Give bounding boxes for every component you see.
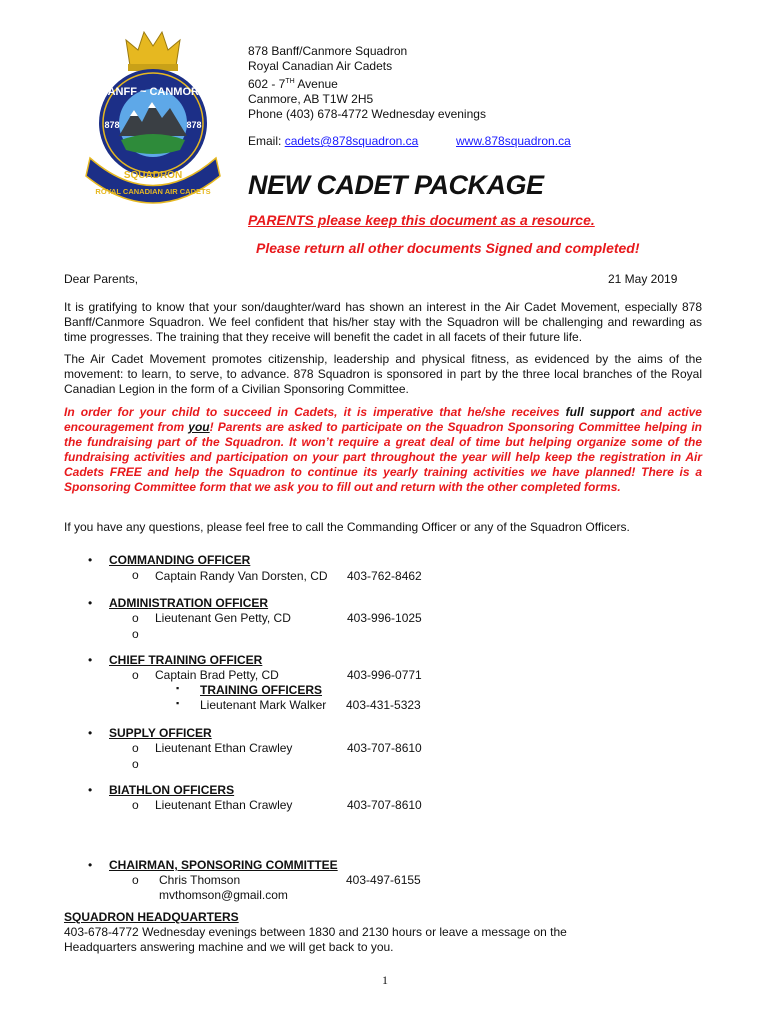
address-line3 xyxy=(248,74,486,92)
squadron-crest-logo xyxy=(78,18,228,218)
chair-phone: 403-497-6155 xyxy=(346,873,421,887)
support-part2: and active encouragement from xyxy=(64,405,702,434)
co-phone: 403-762-8462 xyxy=(347,569,422,583)
paragraph-questions: If you have any questions, please feel free to call the Commanding Officer or any of the Squadron Officers. xyxy=(64,520,630,534)
address-line3-pre: 602 - 7 xyxy=(248,77,286,91)
co-sub-bullet: o xyxy=(132,568,139,582)
bullet-cto: • xyxy=(88,653,93,667)
training-sq-bullet: ▪ xyxy=(176,683,180,693)
page-number: 1 xyxy=(382,973,388,987)
email-label: Email: xyxy=(248,134,285,148)
subtitle-return-documents: Please return all other documents Signed and completed! xyxy=(256,240,640,256)
bullet-chair: • xyxy=(88,858,93,872)
crest-ribbon-line2: ROYAL CANADIAN AIR CADETS xyxy=(95,187,211,196)
address-line5: Phone (403) 678-4772 Wednesday evenings xyxy=(248,107,486,121)
hq-line1: 403-678-4772 Wednesday evenings between 1830 and 2130 hours or leave a message on the xyxy=(64,925,567,939)
letter-date: 21 May 2019 xyxy=(608,272,678,286)
chair-sub-bullet: o xyxy=(132,873,139,887)
admin-sub-bullet-empty: o xyxy=(132,627,139,641)
subtitle-keep-resource: PARENTS please keep this document as a resource. xyxy=(248,212,595,228)
address-line4: Canmore, AB T1W 2H5 xyxy=(248,92,374,106)
website-link[interactable]: www.878squadron.ca xyxy=(456,134,571,148)
squadron-address xyxy=(248,44,486,122)
crest-number-left: 878 xyxy=(104,120,120,130)
paragraph-movement: The Air Cadet Movement promotes citizenship, leadership and physical fitness, as evidenced by the aims of the movement: to learn, to serve, to advance. 878 Squadron is sponsored in part by the three local branches of the Royal Canadian Legion in the form of a Civilian Sponsoring Committee. xyxy=(64,352,702,396)
co-name: Captain Randy Van Dorsten, CD xyxy=(155,569,328,583)
training-header: TRAINING OFFICERS xyxy=(200,683,322,697)
bullet-co: • xyxy=(88,553,93,567)
cto-sub-bullet: o xyxy=(132,668,139,682)
salutation: Dear Parents, xyxy=(64,272,139,286)
supply-header: SUPPLY OFFICER xyxy=(109,726,212,740)
chair-header: CHAIRMAN, SPONSORING COMMITTEE xyxy=(109,858,338,872)
squadron-headquarters xyxy=(64,910,567,955)
supply-phone: 403-707-8610 xyxy=(347,741,422,755)
cto-name: Captain Brad Petty, CD xyxy=(155,668,279,682)
support-part3: ! Parents are asked to participate on the Squadron Sponsoring Committee helping in the fundraising part of the Squadron. It won’t require a great deal of time but helping organize some of the fundraising activities and participation on your part throughout the year will help keep the registration in Air Cadets FREE and help the Squadron to continue its yearly training activities we have planned! There is a Sponsoring Committee form that we ask you to fill out and return with the other completed forms. xyxy=(64,420,702,494)
biathlon-header: BIATHLON OFFICERS xyxy=(109,783,235,797)
biathlon-sub-bullet: o xyxy=(132,798,139,812)
support-part1: In order for your child to succeed in Cadets, it is imperative that he/she receives xyxy=(64,405,566,419)
crest-ribbon-line1: SQUADRON xyxy=(123,170,183,181)
address-line2: Royal Canadian Air Cadets xyxy=(248,59,393,73)
address-line3-sup: TH xyxy=(285,78,295,85)
biathlon-phone: 403-707-8610 xyxy=(347,798,422,812)
cto-phone: 403-996-0771 xyxy=(347,668,422,682)
contact-links xyxy=(248,134,571,148)
admin-name: Lieutenant Gen Petty, CD xyxy=(155,611,291,625)
page-title: NEW CADET PACKAGE xyxy=(248,170,544,200)
training-name: Lieutenant Mark Walker xyxy=(200,698,327,712)
supply-sub-bullet-empty: o xyxy=(132,757,139,771)
cto-header: CHIEF TRAINING OFFICER xyxy=(109,653,263,667)
supply-sub-bullet: o xyxy=(132,741,139,755)
training-phone: 403-431-5323 xyxy=(346,698,421,712)
bullet-admin: • xyxy=(88,596,93,610)
crown-icon xyxy=(126,32,180,71)
bullet-supply: • xyxy=(88,726,93,740)
support-full-support: full support xyxy=(565,405,635,419)
address-line3-post: Avenue xyxy=(294,77,338,91)
admin-sub-bullet: o xyxy=(132,611,139,625)
support-you: you xyxy=(188,420,210,434)
chair-email: mvthomson@gmail.com xyxy=(159,888,288,902)
biathlon-name: Lieutenant Ethan Crawley xyxy=(155,798,293,812)
address-line1: 878 Banff/Canmore Squadron xyxy=(248,44,408,58)
co-header: COMMANDING OFFICER xyxy=(109,553,251,567)
admin-phone: 403-996-1025 xyxy=(347,611,422,625)
crest-number-right: 878 xyxy=(186,120,202,130)
email-link[interactable]: cadets@878squadron.ca xyxy=(284,134,419,148)
paragraph-intro: It is gratifying to know that your son/daughter/ward has shown an interest in the Air Cadet Movement, especially 878 Banff/Canmore Squadron. We feel confident that his/her stay with the Squadron will be challenging and rewarding as time progresses. The training that they receive will benefit the cadet in all facets of their future life. xyxy=(64,300,702,344)
supply-name: Lieutenant Ethan Crawley xyxy=(155,741,293,755)
hq-line2: Headquarters answering machine and we will get back to you. xyxy=(64,940,394,954)
crest-banner-text: BANFF ~ CANMORE xyxy=(99,86,207,98)
admin-header: ADMINISTRATION OFFICER xyxy=(109,596,269,610)
training-name-sq-bullet: ▪ xyxy=(176,698,180,708)
bullet-biathlon: • xyxy=(88,783,93,797)
chair-name: Chris Thomson xyxy=(159,873,241,887)
paragraph-support xyxy=(64,405,702,495)
hq-header: SQUADRON HEADQUARTERS xyxy=(64,910,239,924)
